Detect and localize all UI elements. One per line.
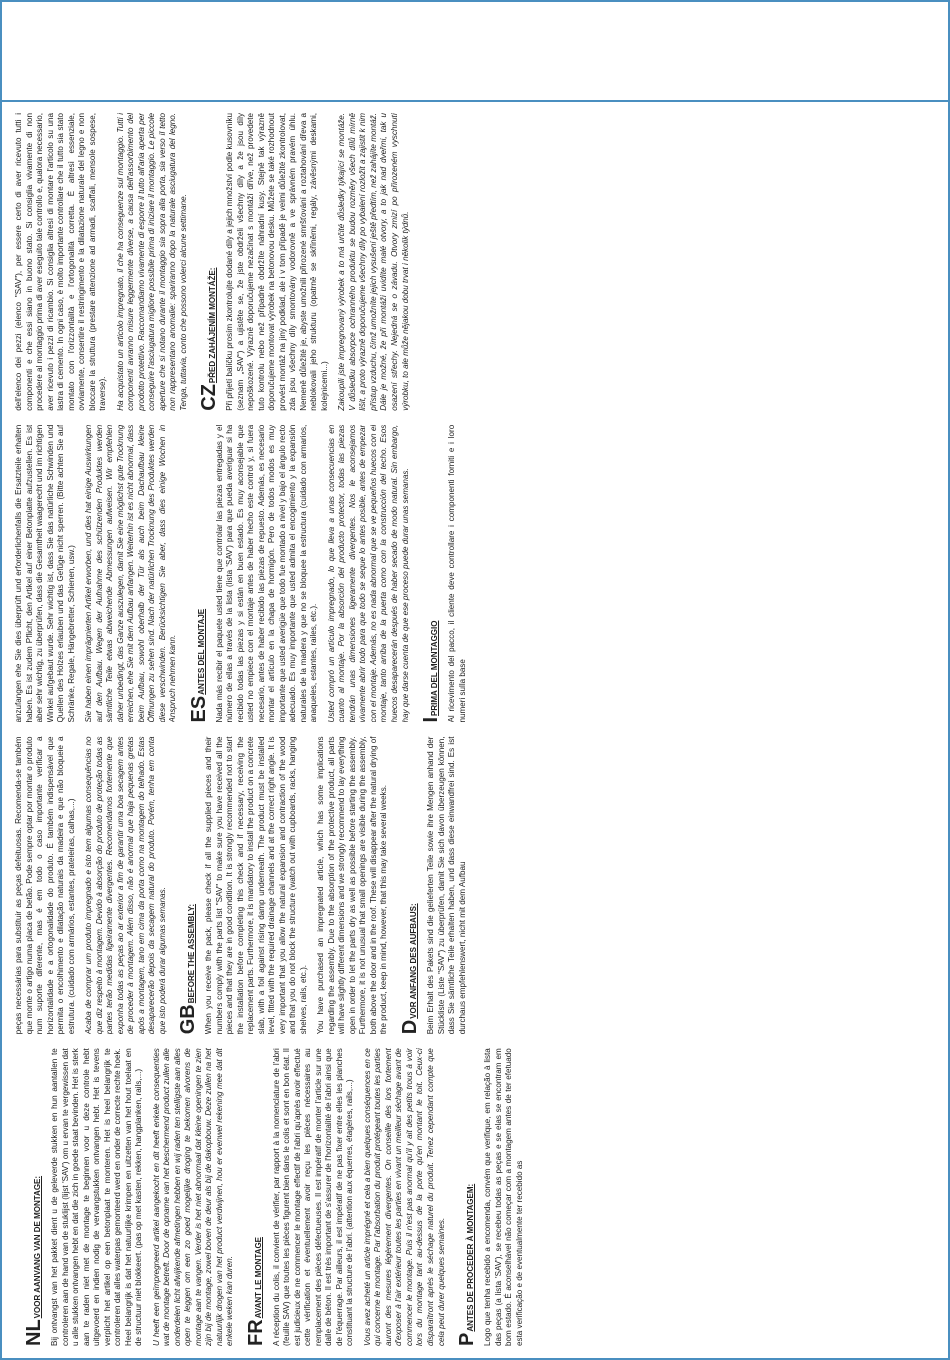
- instruction-paragraph: Nada más recibir el paquete usted tiene que controlar las piezas entregadas y el número de ellas a través de la lista (lista 'SAV') para que pueda averiguar si ha recibido todas las piezas y si están en buen estado. Es muy aconsejable que usted no empiece con el montaje antes de haber hecho este control y, si fuera necesario, antes de haber recibido las piezas de repuesto. Además, es necesario montar el artículo en la chapa de hormigón. Pero de todos modos es muy importante que usted averigüe que todo fue montado a nivel y bajo el ángulo recto adecuado. Es muy importante que usted admita el encogimiento y la expansión naturales de la madera y que no se bloquee la estructura (cuidado con armarios, anaqueles, estantes, railes, etc.).: [214, 424, 319, 723]
- impregnation-note-paragraph: Acaba de comprar um produto impregnado e isto tem algumas consequências no que diz respeito à montagem. Devido à absorção do produto de proteção todas as partes terão medidas ligeiramente divergentes. Recomendamos fortemente que exponha todas as peças ao ar exterior a fim de garantir uma boa secagem antes de proceder à montagem. Além disso, não é anormal que haja pequenas gretas após a montagem, tano em cima da porta como na montagem do telhado. Estas desaparecerão depois da secagem natural do produto. Porém, tenha em conta que isto poderá durar algumas semanas.: [84, 736, 167, 1035]
- header-divider: [0, 100, 950, 102]
- section-heading: [400, 737, 420, 1035]
- section-title: PRIMA DEL MONTAGGIO: [429, 620, 439, 716]
- instruction-paragraph: Beim Erhalt des Pakets sind die gelieferten Teile sowie ihre Mengen anhand der Stückliste (Liste "SAV") zu überprüfen, damit Sie sich davon überzeugen können, dass Sie sämtliche Teile erhalten haben, und dass diese einwandfrei sind. Es ist durchaus empfehlenswert, nicht mit dem Aufbau: [425, 736, 467, 1035]
- section-title: ANTES DEL MONTAJE: [197, 608, 207, 695]
- instruction-paragraph: A réception du colis, il convient de vérifier, par rapport à la nomenclature de l'abri (feuille SAV) que toutes les pièces figurent bien dans le colis et sont en bon état. Il est judicieux de ne commencer le montage effectif de l'abri qu'après avoir effectué cette vérification et éventuellement avoir reçu les pièces nécessaires au remplacement des pièces défectueuses. Il est impératif de monter l'article sur une dalle de béton. Il est très important de s'assurer de l'horizontalité de l'abri ainsi que de l'équerrage. Par ailleurs, il est impératif de ne pas fixer entre elles les planches constituant la structure de l'abri. (attention aux équerres, étagères, rails,...): [271, 1048, 355, 1346]
- language-code: FR: [244, 1319, 267, 1346]
- columns: [8, 107, 940, 1352]
- section-title: ANTES DE PROCEDER À MONTAGEM:: [465, 1183, 475, 1332]
- language-code: GB: [177, 1004, 200, 1035]
- impregnation-note-paragraph: U heeft een geïmpregneerd artikel aangekocht en dit heeft enkele consequenties wat de montage betreft. Door de opname van het beschermend product zullen alle onderdelen licht afwijkende afmetingen hebben en wij raden ten stelligste aan alles open te leggen om een zo goed mogelijke droging te bekomen alvorens de montage aan te vangen. Verder is het niet abnormaal dat kleine openingen te zien zijn bij de montage, zowel boven de deur als bij de dakopbouw. Deze zullen na het natuurlijk drogen van het product verdwijnen, hou er evenwel rekening mee dat dit enkele weken kan duren.: [151, 1048, 235, 1346]
- impregnation-note-paragraph: Sie haben einen imprägnierten Artikel erworben, und dies hat einige Auswirkungen auf den Aufbau. Wegen der Aufnahme des schützenden Produktes werden sämtliche Teile etwas abweichende Abmessungen aufweisen. Wir empfehlen daher unbedingt, das Ganze auszulegen, damit Sie eine möglichst gute Trocknung erreichen, ehe Sie mit dem Aufbau anfangen. Weiterhin ist es nicht abnormal, dass beim Aufbau, sowohl oberhalb der Tür als auch beim Dachaufbau kleine Öffnungen zu sehen sind. Nach der natürlichen Trocknung des Produktes werden diese verschwinden. Berücksichtigen Sie aber, dass dies einige Wochen in Anspruch nehmen kann.: [84, 424, 178, 723]
- section-heading: [246, 1048, 266, 1346]
- instruction-paragraph: You have purchased an impregnated article, which has some implications regarding the assembly. Due to the absorption of the protective product, all parts will have slightly different dimensions and we strongly recommend to lay everything open in order to let the parts dry as well as possible before starting the assembly. Furthermore, it is not unusual that small openings are visible during the assembly, both above the door and in the roof. These will disappear after the natural drying of the product, keep in mind, however, that this may take several weeks.: [316, 736, 389, 1035]
- text-column: [14, 113, 934, 411]
- instruction-paragraph: Al ricevimento del pacco, il cliente deve controllare i componenti forniti e i loro numeri sulla base: [447, 424, 467, 723]
- text-column: [14, 1048, 934, 1346]
- section-heading: [457, 1048, 477, 1346]
- text-column: [14, 737, 934, 1035]
- rotated-content: [8, 107, 940, 1352]
- instruction-paragraph: Logo que tenha recebido a encomenda, convém que verifique, em relação à lista das peças (a lista 'SAV'), se recebeu todas as peças e se elas se encontram em bom estado. É aconselhável não começar com a montagem antes de ter efetuado esta verificação e de eventualmente ter recebido as: [483, 1048, 524, 1346]
- language-code: D: [398, 1019, 421, 1035]
- instruction-paragraph: When you receive the pack, please check if all the supplied pieces and their numbers comply with the parts list "SAV" to make sure you have received all the pieces and that they are in good condition. It is strongly recommended not to start the installation before completing this check and if necessary, receiving the replacement parts. Furthermore, it is mandatory to install the product on a concrete slab, with a foil against rising damp underneath. The product must be installed level, fitted with the required drainage channels and at the correct right angle. It is very important that you allow the natural expansion and contraction of the wood and that you do not block the structure (watch out with cupboards, racks, hanging shelves, rails, etc.).: [204, 736, 308, 1035]
- instruction-paragraph: Bij ontvangst van het pakket dient u de geleverde stukken en hun aantallen te controleren aan de hand van de stuklijst (lijst 'SAV') om u ervan te vergewissen dat u alle stukken ontvangen hebt en dat die zich in goede staat bevinden. Het is sterk aan te raden niet met de montage te beginnen voor u deze controle hebt uitgevoerd en indien nodig de vervangstukken ontvangen hebt. Het is tevens verplicht het artikel op een betonplaat te monteren. Het is heel belangrijk te controleren dat alles waterpas gemonteerd werd en onder de correcte rechte hoek. Heel belangrijk is dat het natuurlijke krimpen en uitzetten van het hout toelaat en de structuur niet blokkeert. (pas op met kasten, rekken, hangplanken, rails,...): [50, 1048, 144, 1346]
- instruction-paragraph: anzufangen ehe Sie dies überprüft und erforderlichenfalls die Ersatzteile erhalten haben. Es ist zudem Pflicht, den Artikel auf einer Betonplatte aufzustellen. Es ist aber sehr wichtig, zu überprüfen, dass die Gesamtheit waagerecht und im richtigen Winkel aufgebaut wurde. Sehr wichtig ist, dass Sie das natürliche Schwinden und Quellen des Holzes erlauben und das Gefüge nicht sperren. (Bitte achten Sie auf Schränke, Regale, Hängebretter, Schienen, usw.): [14, 424, 76, 723]
- section-heading: [199, 113, 219, 411]
- impregnation-note-paragraph: Zakoupili jste impregnovaný výrobek a to má určité důsledky týkající se montáže. V důsledku absorpce ochranného produktu se budou rozměry všech dílů mírně lišit, a proto výrazně doporučujeme všechny díly po vybalení rozložit a zajistit k nim přístup vzduchu, čímž umožníte jejich vysušení ještě předtím, než zahájíte montáž. Dále je možné, že při montáži uvidíte malé otvory, a to jak nad dveřmi, tak u osazení střechy. Nejedná se o závadu. Otvory zmizí po přirozeném vyschnutí výrobku, to ale může nějakou dobu trvat i několik týdnů.: [337, 113, 410, 411]
- section-heading: [178, 737, 198, 1035]
- impregnation-note-paragraph: Usted compró un artículo impregnado, lo que lleva a unas consecuencias en cuanto al montaje. Por la absorción del producto protector, todas las piezas tendrán unas dimensiones ligeramente divergentes. Nos le aconsejamos vivamente abrir todo para que todo se seque lo antes posible, antes de empezar con el montaje. Además, no es nada abnormal que se ve pequeños huecos con el montaje, tanto arriba de la puerta como con la construcción del techo. Esos huecos desaparecerán después de haber secado de modo natural. Sin embargo, hay que darse cuenta de que ese proceso puede durar unas semanas.: [326, 424, 410, 723]
- instruction-paragraph: Při přijetí balíčku prosím zkontrolujte dodané díly a jejich množství podle kusovníku (seznam „SAV“) a ujistěte se, že jste obdrželi všechny díly a že jsou díly nepoškozené. Výrazně doporučujeme nezačínat s montáží dříve, než provedete tuto kontrolu nebo než případně obdržíte náhradní kusy. Stejně tak výrazně doporučujeme montovat výrobek na betonovou desku. Můžete se také rozhodnout provést montáž na jiný podklad, ale i v tom případě je velmi důležité zkontrolovat, zda jsou všechny díly smontovány vodorovně a ve správném pravém úhlu. Nemeně důležité je, abyste umožnili přirozené smršťování a roztahování dřeva a neblokovali jeho strukturu (opatrně se skříněmi, regály, závěsnými deskami, kolejnicemi...): [225, 113, 329, 411]
- impregnation-note-paragraph: Vous avez acheté un article imprégné et cela a bien quelques conséquences en ce qui concerne le montage. Par l'absorbation du produit protégeant toutes les parties auront des mesures légèrement divergentes. On conseille dès lors fortement d'exposer à l'air extérieur toutes les parties en vivant un meilleur séchage avant de commencer le montage. Puis il n'est pas anormal qu'il y ait des petits trous à voir lors du montage tant au-dessus de la porte qu'en montant le toit. Ceux-ci disparaîtront après le séchage naturel du produit. Tenez cependant compte que cela peut durer quelques semaines.: [362, 1048, 446, 1346]
- language-code: ES: [187, 695, 210, 723]
- section-title: PŘED ZAHÁJENÍM MONTÁŽE:: [207, 267, 217, 384]
- section-heading: [421, 425, 441, 723]
- instruction-paragraph: dell'elenco dei pezzi (elenco "SAV"), per essere certo di aver ricevuto tutti i componenti e che essi siano in buono stato. Si consiglia vivamente di non procedere al montaggio prima di aver eseguito tale controllo e, qualora necessario, aver ricevuto i pezzi di ricambio. Si consiglia altresì di montare l'articolo su una lastra di cemento. In ogni caso, è molto importante controllare che il tutto sia stato montato con l'orizzontalità e l'ortogonalità corretta. È altresì essenziale, ovviamente, consentire il restringimento e la dilatazione naturale del legno e non bloccare la struttura (prestare attenzione ad armadi, scaffali, mensole sospese, traverse).: [14, 113, 108, 411]
- section-heading: [189, 425, 209, 723]
- language-code: P: [456, 1332, 479, 1346]
- section-title: VOR ANFANG DES AUFBAUS:: [408, 903, 418, 1019]
- language-code: I: [420, 716, 443, 723]
- section-title: BEFORE THE ASSEMBLY:: [186, 903, 196, 1004]
- section-title: VOOR AANVANG VAN DE MONTAGE:: [32, 1175, 42, 1319]
- language-code: NL: [23, 1319, 45, 1346]
- section-title: AVANT LE MONTAGE: [254, 1237, 264, 1319]
- instruction-paragraph: peças necessárias para substituir as peças defeituosas. Recomenda-se também que monte o artigo numa placa de betão. Pode sempre optar por montar o produto num suporte diferente, mas é em todo o caso importante verificar a horizontalidade e a ortogonalidade do produto. É também indispensável que permita o encolhimento e dilatação naturais da madeira e que não bloqueie a estrutura. (cuidado com armários, estantes, prateleiras, calhas,...): [14, 736, 76, 1035]
- language-code: CZ: [198, 384, 221, 411]
- impregnation-note-paragraph: Ha acquistato un articolo impregnato, il che ha conseguenze sul montaggio. Tutti i componenti avranno misure leggermente diverse, a causa dell'assorbimento del prodotto protettivo. Raccomandiamo vivamente di esporre il tutto all'aria aperta per conseguire l'asciugatura migliore possibile prima di iniziare il montaggio. Le piccole aperture che si notano durante il montaggio sia sopra alla porta, sia verso il tetto non rappresentano anomalie: spariranno dopo la naturale asciugatura del legno. Tenga, tuttavia, conto che possono volerci alcune settimane.: [115, 113, 188, 411]
- section-heading: [24, 1048, 44, 1346]
- text-column: [14, 425, 934, 723]
